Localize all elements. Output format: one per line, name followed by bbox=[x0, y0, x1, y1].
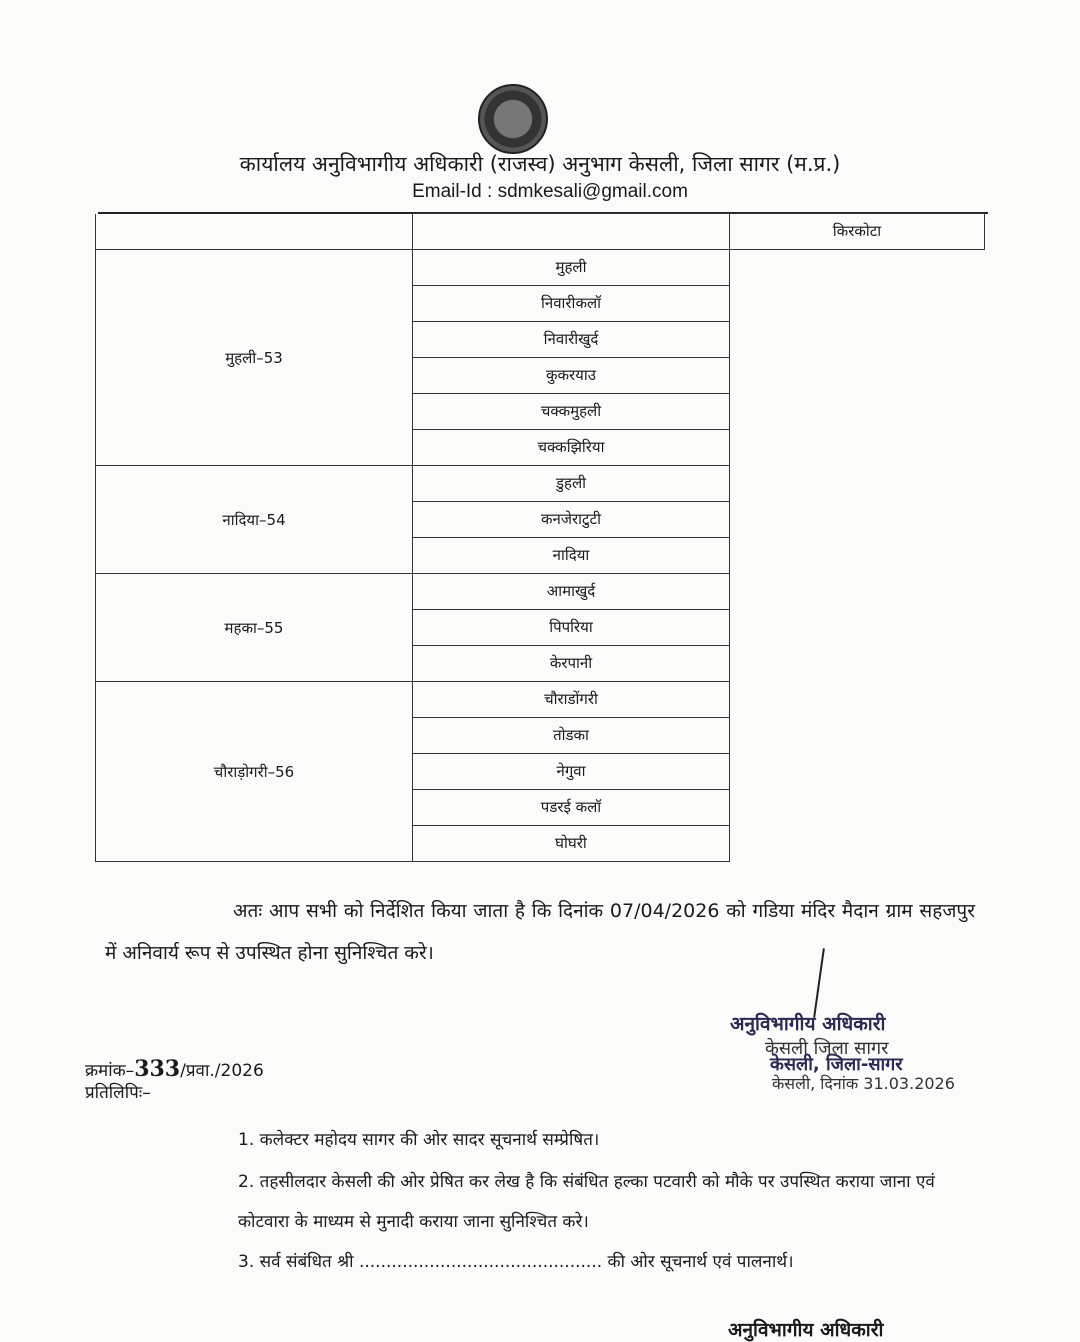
signature-stamp-location: केसली, जिला-सागर bbox=[770, 1054, 903, 1075]
village-cell bbox=[413, 682, 730, 718]
table-row bbox=[96, 466, 985, 502]
village-cell bbox=[413, 718, 730, 754]
village-cell bbox=[413, 358, 730, 394]
signature-stamp: अनुविभागीय अधिकारी bbox=[730, 1013, 886, 1035]
village-cell bbox=[413, 250, 730, 286]
footer-signature-partial: अनुविभागीय अधिकारी bbox=[728, 1319, 884, 1341]
village-name: कनजेराटुटी bbox=[540, 510, 601, 528]
village-name: चक्कमुहली bbox=[540, 402, 602, 420]
village-name: नेगुवा bbox=[556, 762, 586, 780]
village-cell bbox=[413, 286, 730, 322]
ref-prefix: क्रमांक– bbox=[85, 1061, 135, 1081]
village-cell bbox=[413, 574, 730, 610]
village-name: नादिया bbox=[552, 546, 590, 564]
signature-line2: केसली जिला सागर bbox=[765, 1038, 889, 1059]
village-name: कुकरयाउ bbox=[546, 366, 596, 384]
table-row bbox=[96, 682, 985, 718]
village-name: आमाखुर्द bbox=[546, 582, 596, 600]
village-name: किरकोटा bbox=[832, 222, 882, 240]
copy-item-2: 2. तहसीलदार केसली की ओर प्रेषित कर लेख है कि संबंधित हल्का पटवारी को मौके पर उपस्थित कराया जाना एवं कोटवारा के माध्यम से मुनादी कराया जाना सुनिश्चित करे। bbox=[238, 1172, 935, 1232]
village-cell bbox=[413, 466, 730, 502]
village-cell bbox=[413, 394, 730, 430]
village-cell bbox=[730, 214, 985, 250]
village-name: तोडका bbox=[553, 726, 589, 744]
signature-date: केसली, दिनांक 31.03.2026 bbox=[772, 1074, 955, 1093]
village-cell bbox=[413, 790, 730, 826]
village-name: पडरई कलॉ bbox=[540, 798, 602, 816]
reference-number bbox=[85, 1056, 264, 1082]
ref-number: 333 bbox=[134, 1056, 181, 1082]
ref-suffix: /प्रवा./2026 bbox=[180, 1061, 264, 1081]
village-name: डुहली bbox=[555, 474, 587, 492]
village-cell bbox=[413, 430, 730, 466]
village-name: केरपानी bbox=[549, 654, 593, 672]
halka-cell bbox=[413, 214, 730, 250]
village-cell bbox=[413, 538, 730, 574]
village-cell bbox=[413, 826, 730, 862]
copy-label: प्रतिलिपिः– bbox=[85, 1083, 151, 1103]
village-cell bbox=[413, 610, 730, 646]
halka-cell: मुहली–53 bbox=[96, 250, 413, 466]
village-table bbox=[95, 213, 985, 862]
office-email: Email-Id : sdmkesali@gmail.com bbox=[412, 181, 688, 202]
village-name: चौराडोंगरी bbox=[544, 690, 598, 708]
village-name: पिपरिया bbox=[549, 618, 593, 636]
village-cell bbox=[413, 502, 730, 538]
village-name: घोघरी bbox=[555, 834, 587, 852]
table-row bbox=[96, 574, 985, 610]
village-name: निवारीखुर्द bbox=[543, 330, 599, 348]
village-name: मुहली bbox=[555, 258, 587, 276]
halka-cell: चौराड़ोगरी–56 bbox=[96, 682, 413, 862]
government-seal bbox=[478, 84, 548, 154]
copy-item-1: 1. कलेक्टर महोदय सागर की ओर सादर सूचनार्थ सम्प्रेषित। bbox=[238, 1130, 600, 1150]
copy-item-3: 3. सर्व संबंधित श्री ............................................. की ओर सूचनार्थ एवं पालनार्थ। bbox=[238, 1252, 794, 1272]
village-cell bbox=[413, 754, 730, 790]
empty-cell bbox=[96, 214, 413, 250]
table-row bbox=[96, 250, 985, 286]
office-title: कार्यालय अनुविभागीय अधिकारी (राजस्व) अनुभाग केसली, जिला सागर (म.प्र.) bbox=[239, 152, 841, 176]
table-row bbox=[96, 214, 985, 250]
halka-cell: महका–55 bbox=[96, 574, 413, 682]
village-name: चक्कझिरिया bbox=[537, 438, 605, 456]
village-name: निवारीकलॉ bbox=[540, 294, 602, 312]
village-cell bbox=[413, 646, 730, 682]
village-cell bbox=[413, 322, 730, 358]
instruction-paragraph: अतः आप सभी को निर्देशित किया जाता है कि दिनांक 07/04/2026 को गडिया मंदिर मैदान ग्राम सहजपुर में अनिवार्य रूप से उपस्थित होना सुनिश्चित करे। bbox=[105, 900, 975, 964]
halka-cell: नादिया–54 bbox=[96, 466, 413, 574]
